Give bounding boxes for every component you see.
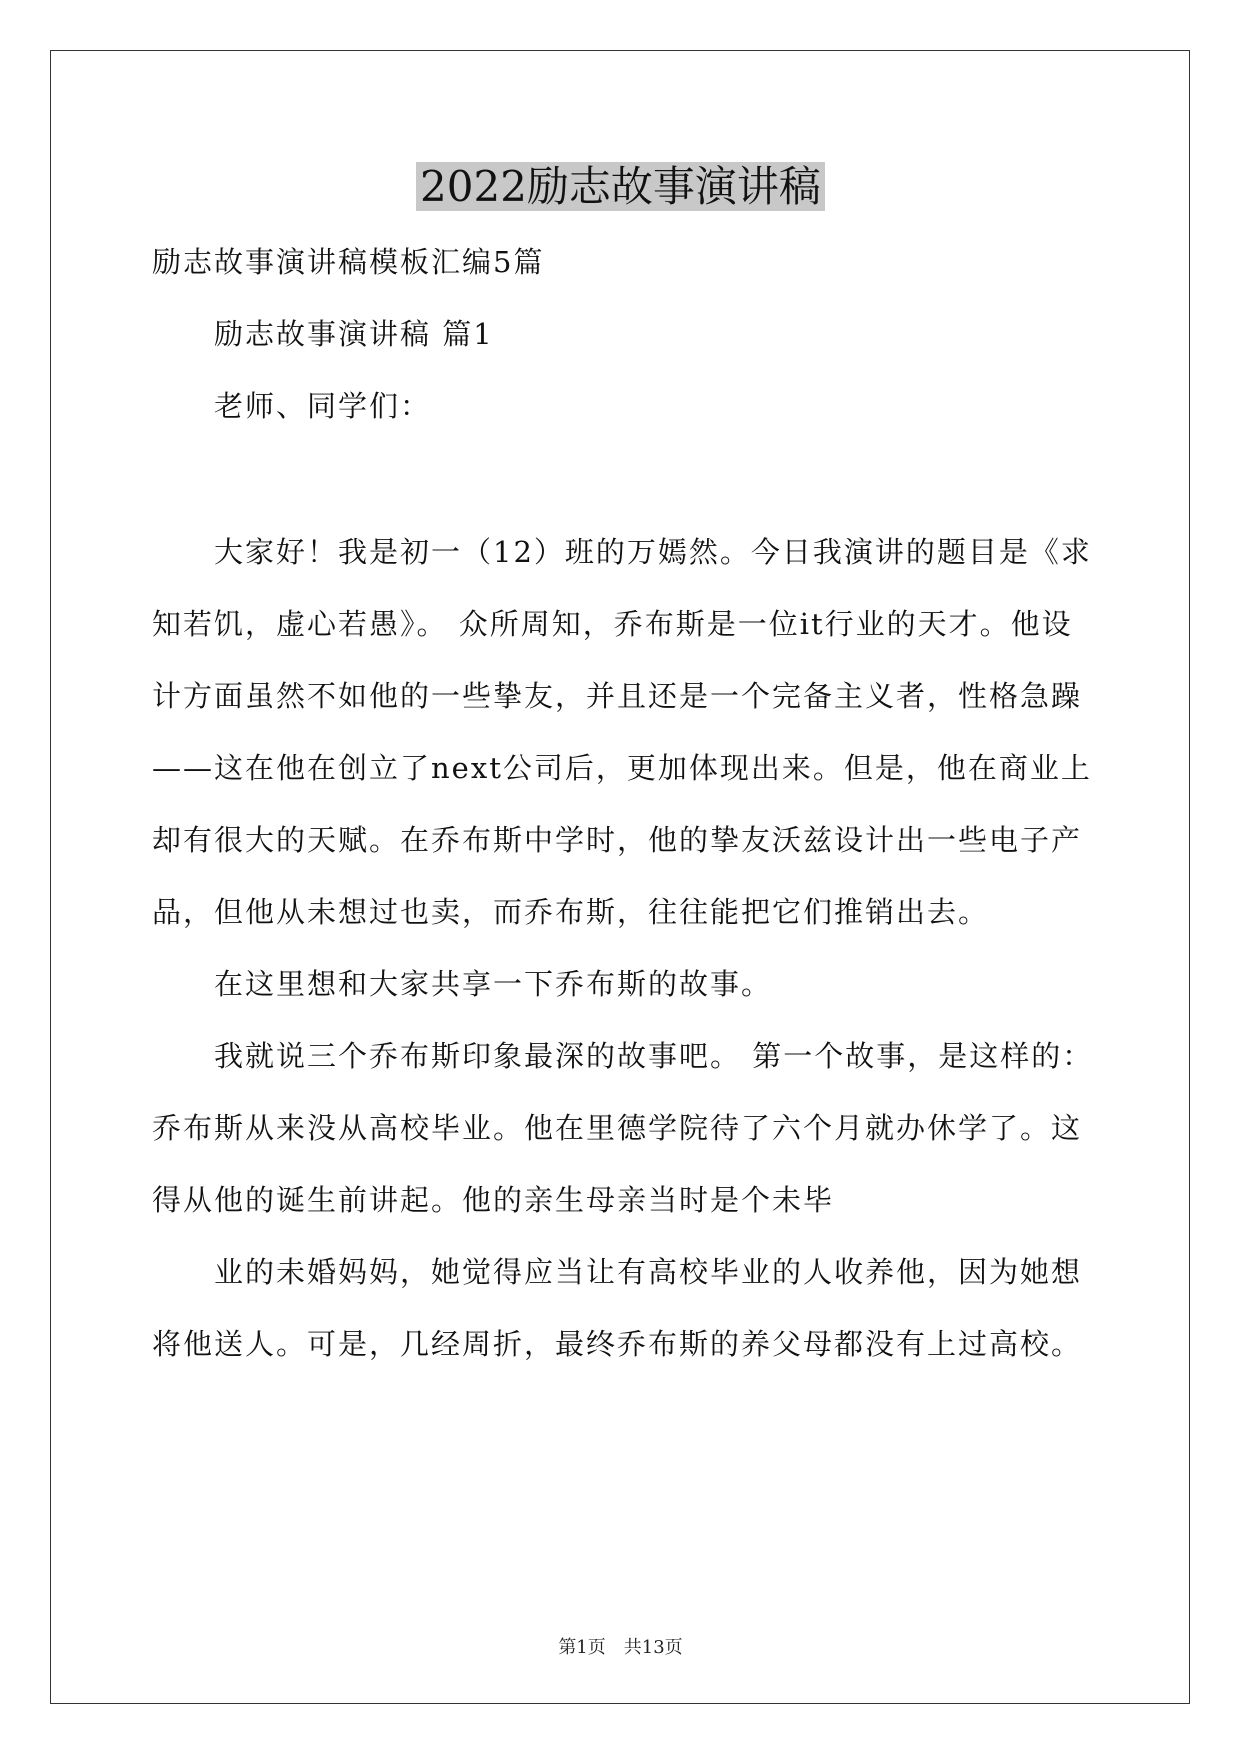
page-number-footer: 第1页 共13页 <box>558 1637 683 1658</box>
paragraph-line: 计方面虽然不如他的一些挚友，并且还是一个完备主义者，性格急躁 <box>152 679 1083 713</box>
document-title: 2022励志故事演讲稿 <box>0 158 1241 216</box>
paragraph-line: 将他送人。可是，几经周折，最终乔布斯的养父母都没有上过高校。 <box>152 1327 1083 1361</box>
paragraph-line: 知若饥，虚心若愚》。 众所周知，乔布斯是一位it行业的天才。他设 <box>152 607 1073 641</box>
paragraph-line: 我就说三个乔布斯印象最深的故事吧。 第一个故事，是这样的： <box>214 1039 1094 1073</box>
paragraph-line: 得从他的诞生前讲起。他的亲生母亲当时是个未毕 <box>152 1183 835 1217</box>
paragraph-line: 大家好！我是初一（12）班的万嫣然。今日我演讲的题目是《求 <box>214 535 1092 569</box>
paragraph-line: ——这在他在创立了next公司后，更加体现出来。但是，他在商业上 <box>152 751 1092 785</box>
paragraph-line: 乔布斯从来没从高校毕业。他在里德学院待了六个月就办休学了。这 <box>152 1111 1083 1145</box>
greeting-line: 老师、同学们： <box>214 389 432 423</box>
paragraph-line: 却有很大的天赋。在乔布斯中学时，他的挚友沃兹设计出一些电子产 <box>152 823 1083 857</box>
paragraph-line: 在这里想和大家共享一下乔布斯的故事。 <box>214 967 773 1001</box>
paragraph-line: 品，但他从未想过也卖，而乔布斯，往往能把它们推销出去。 <box>152 895 990 929</box>
paragraph-line: 业的未婚妈妈，她觉得应当让有高校毕业的人收养他，因为她想 <box>214 1255 1083 1289</box>
page-border <box>50 50 1190 1704</box>
document-subtitle: 励志故事演讲稿模板汇编5篇 <box>152 245 545 279</box>
section-heading: 励志故事演讲稿 篇1 <box>214 317 494 351</box>
